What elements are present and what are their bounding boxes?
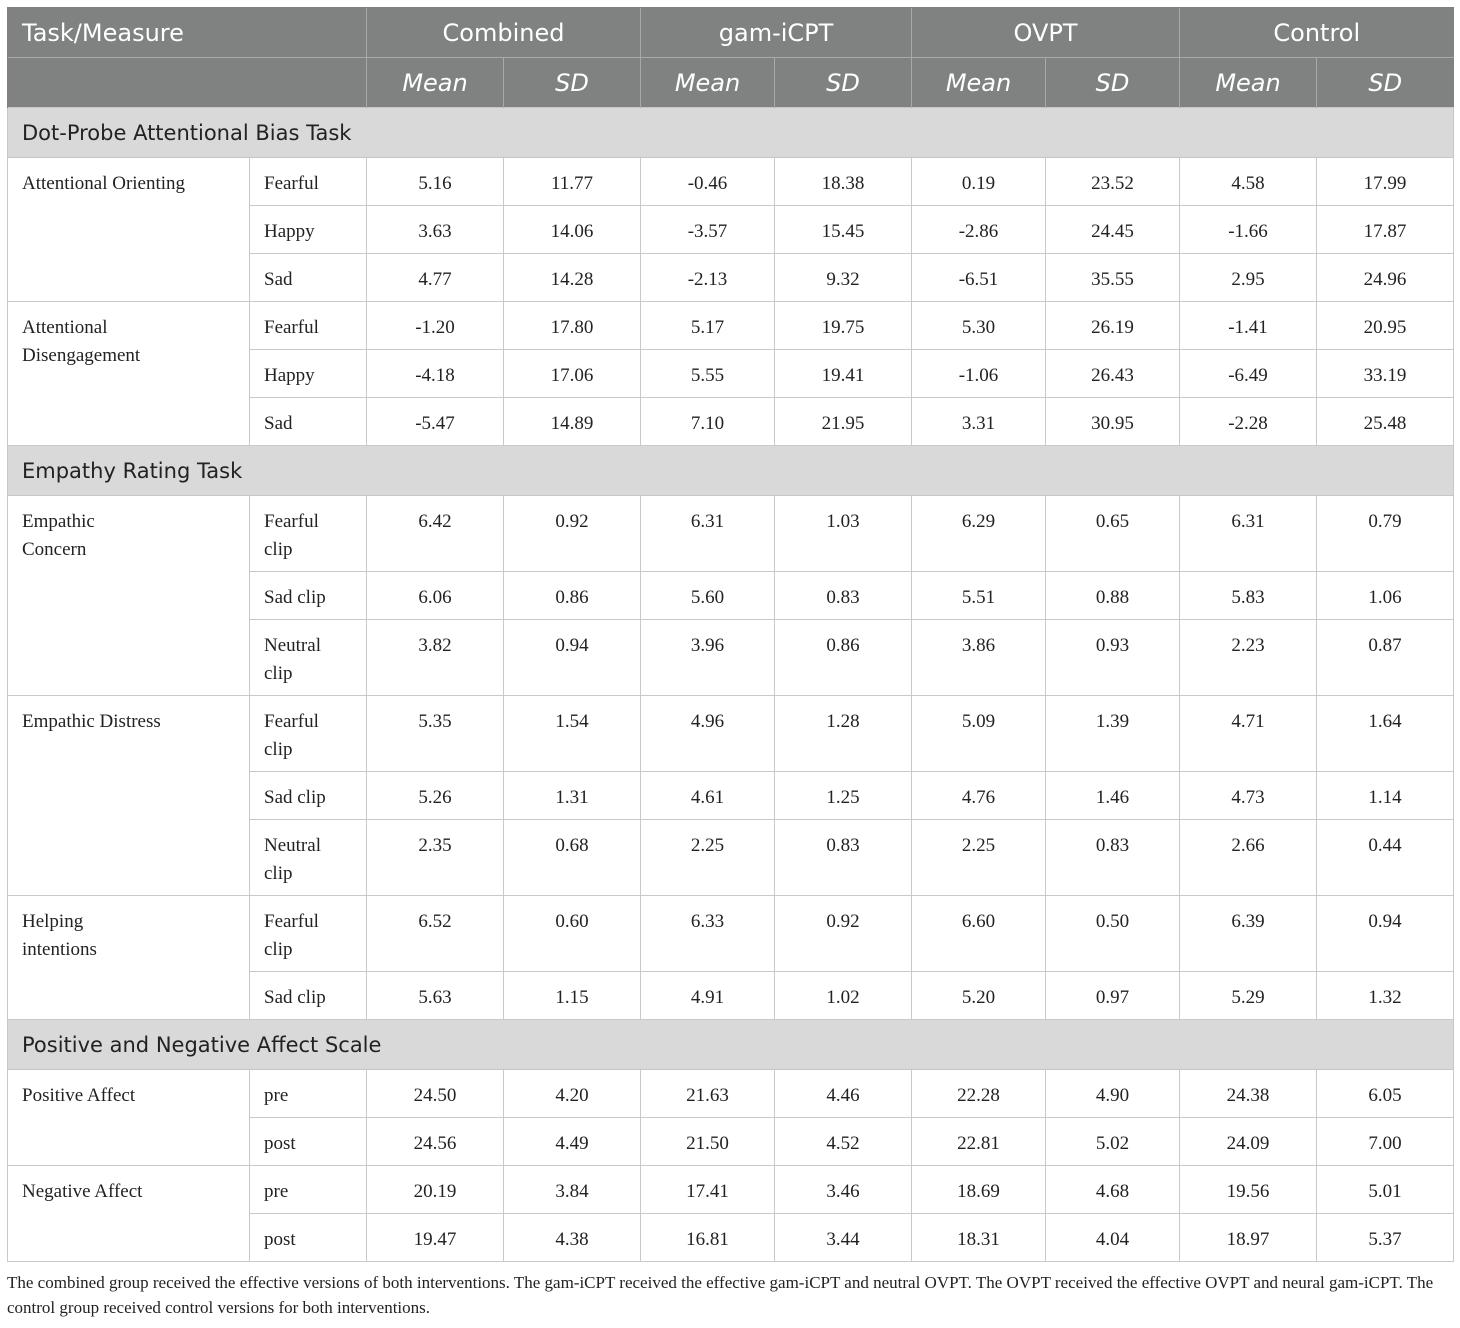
mean-value: 5.20 [912, 972, 1046, 1020]
sd-value: 20.95 [1317, 302, 1454, 350]
mean-value: 6.33 [641, 896, 775, 972]
sd-value: 0.94 [504, 620, 641, 696]
results-table-container [7, 7, 1453, 1262]
sd-value: 0.88 [1046, 572, 1180, 620]
table-body [8, 108, 1454, 1262]
sd-value: 0.65 [1046, 496, 1180, 572]
condition-label: Neutral clip [250, 620, 367, 696]
condition-label: post [250, 1214, 367, 1262]
mean-value: 6.29 [912, 496, 1046, 572]
mean-value: 5.26 [367, 772, 504, 820]
mean-value: 6.60 [912, 896, 1046, 972]
mean-value: 0.19 [912, 158, 1046, 206]
mean-value: 4.77 [367, 254, 504, 302]
mean-value: 5.35 [367, 696, 504, 772]
sd-value: 3.46 [775, 1166, 912, 1214]
sd-value: 1.46 [1046, 772, 1180, 820]
measure-name: Empathic Concern [8, 496, 250, 696]
sd-value: 14.89 [504, 398, 641, 446]
mean-value: 6.39 [1180, 896, 1317, 972]
header-sd: SD [775, 58, 912, 108]
sd-value: 0.83 [775, 572, 912, 620]
sd-value: 4.20 [504, 1070, 641, 1118]
condition-label: Fearful clip [250, 696, 367, 772]
sd-value: 0.50 [1046, 896, 1180, 972]
mean-value: 7.10 [641, 398, 775, 446]
mean-value: 3.96 [641, 620, 775, 696]
section-header-row [8, 108, 1454, 158]
mean-value: 5.60 [641, 572, 775, 620]
mean-value: 3.31 [912, 398, 1046, 446]
sd-value: 1.15 [504, 972, 641, 1020]
sd-value: 0.83 [775, 820, 912, 896]
sd-value: 1.28 [775, 696, 912, 772]
condition-label: Happy [250, 206, 367, 254]
table-row [8, 1070, 1454, 1118]
sd-value: 35.55 [1046, 254, 1180, 302]
condition-label: pre [250, 1070, 367, 1118]
sd-value: 7.00 [1317, 1118, 1454, 1166]
mean-value: 5.29 [1180, 972, 1317, 1020]
sd-value: 3.44 [775, 1214, 912, 1262]
mean-value: 18.97 [1180, 1214, 1317, 1262]
sd-value: 4.04 [1046, 1214, 1180, 1262]
section-title: Empathy Rating Task [8, 446, 1454, 496]
sd-value: 25.48 [1317, 398, 1454, 446]
mean-value: 24.09 [1180, 1118, 1317, 1166]
header-mean: Mean [367, 58, 504, 108]
mean-value: -1.41 [1180, 302, 1317, 350]
sd-value: 1.31 [504, 772, 641, 820]
sd-value: 6.05 [1317, 1070, 1454, 1118]
section-header-row [8, 446, 1454, 496]
sd-value: 0.92 [775, 896, 912, 972]
sd-value: 0.86 [504, 572, 641, 620]
mean-value: 24.50 [367, 1070, 504, 1118]
mean-value: 18.31 [912, 1214, 1046, 1262]
sd-value: 0.83 [1046, 820, 1180, 896]
mean-value: -1.20 [367, 302, 504, 350]
sd-value: 3.84 [504, 1166, 641, 1214]
mean-value: 5.51 [912, 572, 1046, 620]
condition-label: Neutral clip [250, 820, 367, 896]
sd-value: 1.32 [1317, 972, 1454, 1020]
mean-value: 21.50 [641, 1118, 775, 1166]
sd-value: 18.38 [775, 158, 912, 206]
sd-value: 4.52 [775, 1118, 912, 1166]
mean-value: 19.47 [367, 1214, 504, 1262]
mean-value: -4.18 [367, 350, 504, 398]
mean-value: 2.25 [641, 820, 775, 896]
table-row [8, 896, 1454, 972]
mean-value: 6.42 [367, 496, 504, 572]
header-group-ovpt: OVPT [912, 8, 1180, 58]
sd-value: 0.44 [1317, 820, 1454, 896]
mean-value: -2.28 [1180, 398, 1317, 446]
sd-value: 17.87 [1317, 206, 1454, 254]
sd-value: 14.28 [504, 254, 641, 302]
mean-value: 6.31 [641, 496, 775, 572]
measure-name: Attentional Orienting [8, 158, 250, 302]
condition-label: Happy [250, 350, 367, 398]
mean-value: 20.19 [367, 1166, 504, 1214]
sd-value: 0.79 [1317, 496, 1454, 572]
condition-label: pre [250, 1166, 367, 1214]
mean-value: -6.51 [912, 254, 1046, 302]
mean-value: 21.63 [641, 1070, 775, 1118]
mean-value: 5.09 [912, 696, 1046, 772]
sd-value: 1.14 [1317, 772, 1454, 820]
mean-value: -6.49 [1180, 350, 1317, 398]
sd-value: 17.06 [504, 350, 641, 398]
table-footnote: The combined group received the effective versions of both interventions. The gam-iCPT received the effective gam-iCPT and neutral OVPT. The OVPT received the effective OVPT and neural gam-iCPT. The control group received control versions for both interventions. [7, 1273, 1434, 1317]
sd-value: 17.80 [504, 302, 641, 350]
section-title: Dot-Probe Attentional Bias Task [8, 108, 1454, 158]
sd-value: 0.87 [1317, 620, 1454, 696]
sd-value: 26.43 [1046, 350, 1180, 398]
mean-value: 24.38 [1180, 1070, 1317, 1118]
mean-value: 5.55 [641, 350, 775, 398]
mean-value: -1.06 [912, 350, 1046, 398]
mean-value: 24.56 [367, 1118, 504, 1166]
measure-name: Negative Affect [8, 1166, 250, 1262]
condition-label: Fearful [250, 158, 367, 206]
mean-value: 5.63 [367, 972, 504, 1020]
sd-value: 4.49 [504, 1118, 641, 1166]
mean-value: 18.69 [912, 1166, 1046, 1214]
condition-label: Fearful [250, 302, 367, 350]
mean-value: 22.28 [912, 1070, 1046, 1118]
mean-value: 4.61 [641, 772, 775, 820]
sd-value: 0.94 [1317, 896, 1454, 972]
sd-value: 0.93 [1046, 620, 1180, 696]
sd-value: 26.19 [1046, 302, 1180, 350]
mean-value: 3.86 [912, 620, 1046, 696]
header-task-measure: Task/Measure [8, 8, 367, 58]
sd-value: 24.45 [1046, 206, 1180, 254]
sd-value: 11.77 [504, 158, 641, 206]
sd-value: 17.99 [1317, 158, 1454, 206]
condition-label: Sad [250, 398, 367, 446]
sd-value: 1.25 [775, 772, 912, 820]
section-title: Positive and Negative Affect Scale [8, 1020, 1454, 1070]
header-blank [8, 58, 367, 108]
header-mean: Mean [912, 58, 1046, 108]
mean-value: -0.46 [641, 158, 775, 206]
sd-value: 14.06 [504, 206, 641, 254]
sd-value: 5.01 [1317, 1166, 1454, 1214]
sd-value: 1.64 [1317, 696, 1454, 772]
table-row [8, 696, 1454, 772]
condition-label: Sad clip [250, 572, 367, 620]
sd-value: 33.19 [1317, 350, 1454, 398]
mean-value: 2.35 [367, 820, 504, 896]
mean-value: 4.76 [912, 772, 1046, 820]
sd-value: 4.46 [775, 1070, 912, 1118]
header-group-control: Control [1180, 8, 1454, 58]
condition-label: Sad clip [250, 772, 367, 820]
sd-value: 1.54 [504, 696, 641, 772]
sd-value: 1.03 [775, 496, 912, 572]
mean-value: 6.52 [367, 896, 504, 972]
header-row-groups [8, 8, 1454, 58]
table-row [8, 302, 1454, 350]
measure-name: Positive Affect [8, 1070, 250, 1166]
mean-value: 2.23 [1180, 620, 1317, 696]
condition-label: Sad [250, 254, 367, 302]
sd-value: 0.60 [504, 896, 641, 972]
sd-value: 1.06 [1317, 572, 1454, 620]
header-sd: SD [504, 58, 641, 108]
mean-value: 6.06 [367, 572, 504, 620]
header-sd: SD [1317, 58, 1454, 108]
sd-value: 21.95 [775, 398, 912, 446]
sd-value: 24.96 [1317, 254, 1454, 302]
table-row [8, 158, 1454, 206]
sd-value: 23.52 [1046, 158, 1180, 206]
header-group-gam-icpt: gam-iCPT [641, 8, 912, 58]
mean-value: 2.95 [1180, 254, 1317, 302]
mean-value: 16.81 [641, 1214, 775, 1262]
sd-value: 1.39 [1046, 696, 1180, 772]
sd-value: 4.90 [1046, 1070, 1180, 1118]
header-mean: Mean [641, 58, 775, 108]
table-row [8, 1166, 1454, 1214]
results-table [7, 7, 1454, 1262]
mean-value: 4.91 [641, 972, 775, 1020]
sd-value: 0.68 [504, 820, 641, 896]
sd-value: 9.32 [775, 254, 912, 302]
mean-value: 5.83 [1180, 572, 1317, 620]
header-group-combined: Combined [367, 8, 641, 58]
mean-value: 6.31 [1180, 496, 1317, 572]
sd-value: 4.38 [504, 1214, 641, 1262]
mean-value: -5.47 [367, 398, 504, 446]
sd-value: 19.75 [775, 302, 912, 350]
measure-name: Helping intentions [8, 896, 250, 1020]
header-mean: Mean [1180, 58, 1317, 108]
condition-label: Sad clip [250, 972, 367, 1020]
mean-value: 5.17 [641, 302, 775, 350]
mean-value: 4.71 [1180, 696, 1317, 772]
sd-value: 0.97 [1046, 972, 1180, 1020]
measure-name: Empathic Distress [8, 696, 250, 896]
mean-value: 3.82 [367, 620, 504, 696]
mean-value: 4.96 [641, 696, 775, 772]
mean-value: 3.63 [367, 206, 504, 254]
mean-value: 5.16 [367, 158, 504, 206]
mean-value: -3.57 [641, 206, 775, 254]
mean-value: 4.58 [1180, 158, 1317, 206]
measure-name: Attentional Disengagement [8, 302, 250, 446]
mean-value: 22.81 [912, 1118, 1046, 1166]
section-header-row [8, 1020, 1454, 1070]
condition-label: post [250, 1118, 367, 1166]
sd-value: 0.92 [504, 496, 641, 572]
sd-value: 15.45 [775, 206, 912, 254]
sd-value: 0.86 [775, 620, 912, 696]
sd-value: 1.02 [775, 972, 912, 1020]
sd-value: 4.68 [1046, 1166, 1180, 1214]
header-sd: SD [1046, 58, 1180, 108]
mean-value: 2.66 [1180, 820, 1317, 896]
sd-value: 30.95 [1046, 398, 1180, 446]
mean-value: -2.86 [912, 206, 1046, 254]
mean-value: 2.25 [912, 820, 1046, 896]
table-row [8, 496, 1454, 572]
mean-value: 17.41 [641, 1166, 775, 1214]
mean-value: 5.30 [912, 302, 1046, 350]
condition-label: Fearful clip [250, 896, 367, 972]
mean-value: -2.13 [641, 254, 775, 302]
condition-label: Fearful clip [250, 496, 367, 572]
mean-value: 19.56 [1180, 1166, 1317, 1214]
header-row-stats [8, 58, 1454, 108]
sd-value: 19.41 [775, 350, 912, 398]
sd-value: 5.02 [1046, 1118, 1180, 1166]
sd-value: 5.37 [1317, 1214, 1454, 1262]
mean-value: -1.66 [1180, 206, 1317, 254]
mean-value: 4.73 [1180, 772, 1317, 820]
